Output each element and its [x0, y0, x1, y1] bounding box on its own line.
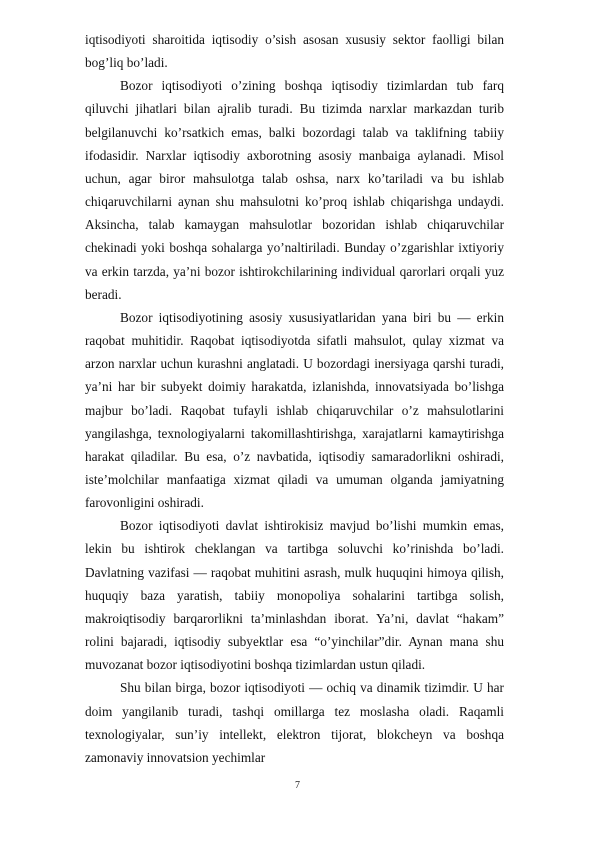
- paragraph-free-competition: Bozor iqtisodiyotining asosiy xususiyatlaridan yana biri bu — erkin raqobat muhitidir. Raqobat iqtisodiyotda sifatli mahsulot, qulay xizmat va arzon narxlar uchun kurashni anglatadi. U bozordagi inersiyaga qarshi turadi, ya’ni har bir subyekt doimiy harakatda, izlanishda, innovatsiyada bo’lishga majbur bo’ladi. Raqobat tufayli ishlab chiqaruvchilar o’z mahsulotlarini yangilashga, texnologiyalarni takomillashtirishga, xarajatlarni kamaytirishga harakat qiladilar. Bu esa, o’z navbatida, iqtisodiy samaradorlikni oshiradi, iste’molchilar manfaatiga xizmat qiladi va umuman olganda jamiyatning farovonligini oshiradi.: [85, 309, 504, 511]
- body-text: [85, 28, 504, 769]
- page-number: 7: [295, 780, 300, 791]
- paragraph-continuation: iqtisodiyoti sharoitida iqtisodiy o’sish asosan xususiy sektor faolligi bilan bog’liq bo’ladi.: [85, 32, 504, 71]
- paragraph-open-dynamic-system: Shu bilan birga, bozor iqtisodiyoti — ochiq va dinamik tizimdir. U har doim yangilanib turadi, tashqi omillarga tez moslasha oladi. Raqamli texnologiyalar, sun’iy intellekt, elektron tijorat, blokcheyn va boshqa zamonaviy innovatsion yechimlar: [85, 680, 504, 765]
- paragraph-state-role: Bozor iqtisodiyoti davlat ishtirokisiz mavjud bo’lishi mumkin emas, lekin bu ishtirok cheklangan va tartibga soluvchi ko’rinishda bo’ladi. Davlatning vazifasi — raqobat muhitini asrash, mulk huquqini himoya qilish, huquqiy baza yaratish, tabiiy monopoliya sohalarini tartibga solish, makroiqtisodiy barqarorlikni ta’minlashdan iborat. Ya’ni, davlat “hakam” rolini bajaradi, iqtisodiy subyektlar esa “o’yinchilar”dir. Aynan mana shu muvozanat bozor iqtisodiyotini boshqa tizimlardan ustun qiladi.: [85, 518, 504, 673]
- paragraph-market-economy-prices: Bozor iqtisodiyoti o’zining boshqa iqtisodiy tizimlardan tub farq qiluvchi jihatlari bilan ajralib turadi. Bu tizimda narxlar markazdan turib belgilanuvchi ko’rsatkich emas, balki bozordagi talab va taklifning tabiiy ifodasidir. Narxlar iqtisodiy axborotning asosiy manbaiga aylanadi. Misol uchun, agar biror mahsulotga talab oshsa, narx ko’tariladi va bu ishlab chiqaruvchilarni aynan shu mahsulotni ko’proq ishlab chiqarishga undaydi. Aksincha, talab kamaygan mahsulotlar bozoridan ishlab chiqaruvchilar chekinadi yoki boshqa sohalarga yo’naltiriladi. Bunday o’zgarishlar ixtiyoriy va erkin tarzda, ya’ni bozor ishtirokchilarining individual qarorlari orqali yuz beradi.: [85, 78, 504, 302]
